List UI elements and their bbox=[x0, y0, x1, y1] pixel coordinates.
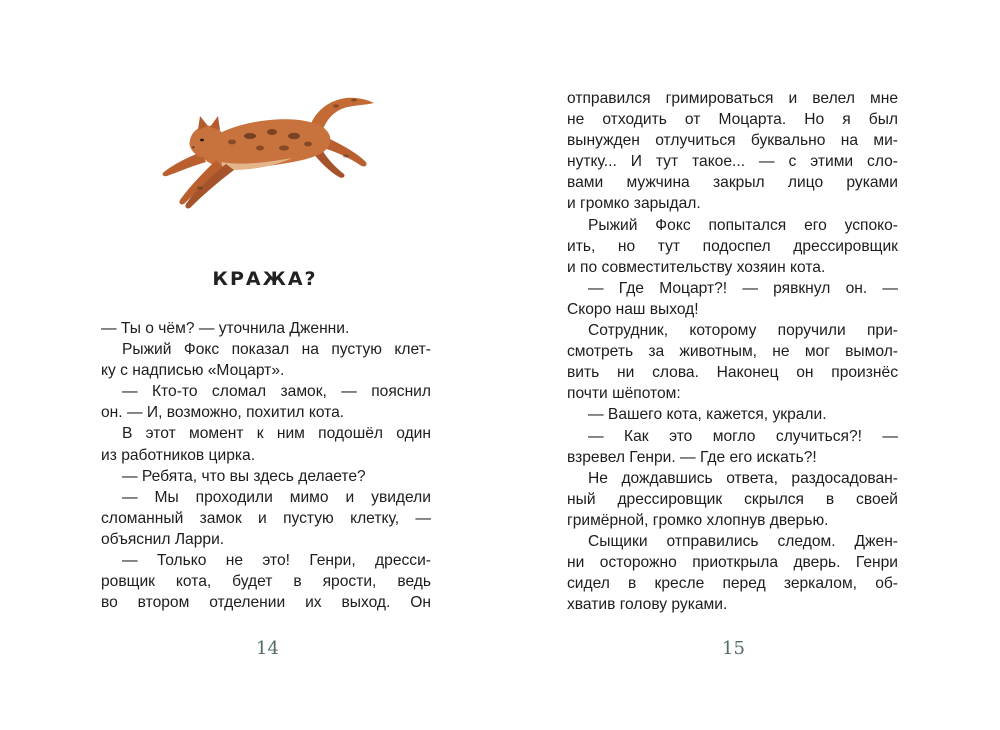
cat-illustration bbox=[160, 92, 376, 214]
text-line: вынужден отлучиться буквально на ми- bbox=[567, 132, 898, 150]
right-page-text bbox=[567, 88, 898, 615]
text-line: смотреть за животным, не мог вымол- bbox=[567, 343, 898, 361]
left-page-text bbox=[101, 318, 431, 613]
text-line: не отходить от Моцарта. Но я был bbox=[567, 111, 898, 129]
text-line: — Ребята, что вы здесь делаете? bbox=[122, 467, 366, 485]
text-line: гримёрной, громко хлопнув дверью. bbox=[567, 511, 829, 529]
text-line: — Только не это! Генри, дресси- bbox=[122, 552, 431, 570]
page-number: 15 bbox=[722, 638, 745, 659]
text-line: Не дождавшись ответа, раздосадован- bbox=[588, 469, 898, 487]
text-line: ку с надписью «Моцарт». bbox=[101, 362, 285, 380]
chapter-title: КРАЖА? bbox=[212, 268, 318, 290]
text-line: нутку... И тут такое... — с этими сло- bbox=[567, 153, 898, 171]
text-line: сидел в кресле перед зеркалом, об- bbox=[567, 575, 898, 593]
text-line: — Как это могло случиться?! — bbox=[588, 427, 898, 445]
text-line: Сотрудник, которому поручили при- bbox=[588, 322, 898, 340]
text-line: ровщик кота, будет в ярости, ведь bbox=[101, 573, 431, 591]
text-line: хватив голову руками. bbox=[567, 596, 728, 614]
text-line: сломанный замок и пустую клетку, — bbox=[101, 509, 431, 527]
text-line: во втором отделении их выход. Он bbox=[101, 594, 431, 612]
text-line: — Ты о чём? — уточнила Дженни. bbox=[101, 320, 350, 337]
text-line: и громко зарыдал. bbox=[567, 195, 701, 213]
text-line: почти шёпотом: bbox=[567, 385, 681, 403]
page-number: 14 bbox=[256, 638, 279, 659]
text-line: вить ни слова. Наконец он произнёс bbox=[567, 364, 898, 382]
right-page bbox=[500, 0, 1000, 730]
text-line: — Мы проходили мимо и увидели bbox=[122, 488, 431, 506]
text-line: — Где Моцарт?! — рявкнул он. — bbox=[588, 279, 898, 297]
text-line: Сыщики отправились следом. Джен- bbox=[588, 532, 898, 550]
text-line: он. — И, возможно, похитил кота. bbox=[101, 404, 345, 422]
text-line: ить, но тут подоспел дрессировщик bbox=[567, 237, 898, 255]
text-line: вами мужчина закрыл лицо руками bbox=[567, 174, 898, 192]
text-line: Рыжий Фокс показал на пустую клет- bbox=[122, 341, 431, 359]
text-line: ный дрессировщик скрылся в своей bbox=[567, 490, 898, 508]
text-line: — Вашего кота, кажется, украли. bbox=[588, 406, 827, 424]
text-line: и по совместительству хозяин кота. bbox=[567, 258, 826, 276]
text-line: Скоро наш выход! bbox=[567, 300, 699, 318]
text-line: Рыжий Фокс попытался его успоко- bbox=[588, 216, 898, 234]
text-line: отправился гримироваться и велел мне bbox=[567, 90, 898, 107]
text-line: В этот момент к ним подошёл один bbox=[122, 425, 431, 443]
text-line: — Кто-то сломал замок, — пояснил bbox=[122, 383, 431, 401]
text-line: из работников цирка. bbox=[101, 446, 256, 464]
text-line: ни осторожно приоткрыла дверь. Генри bbox=[567, 554, 898, 572]
text-line: объяснил Ларри. bbox=[101, 530, 225, 548]
text-line: взревел Генри. — Где его искать?! bbox=[567, 448, 817, 466]
